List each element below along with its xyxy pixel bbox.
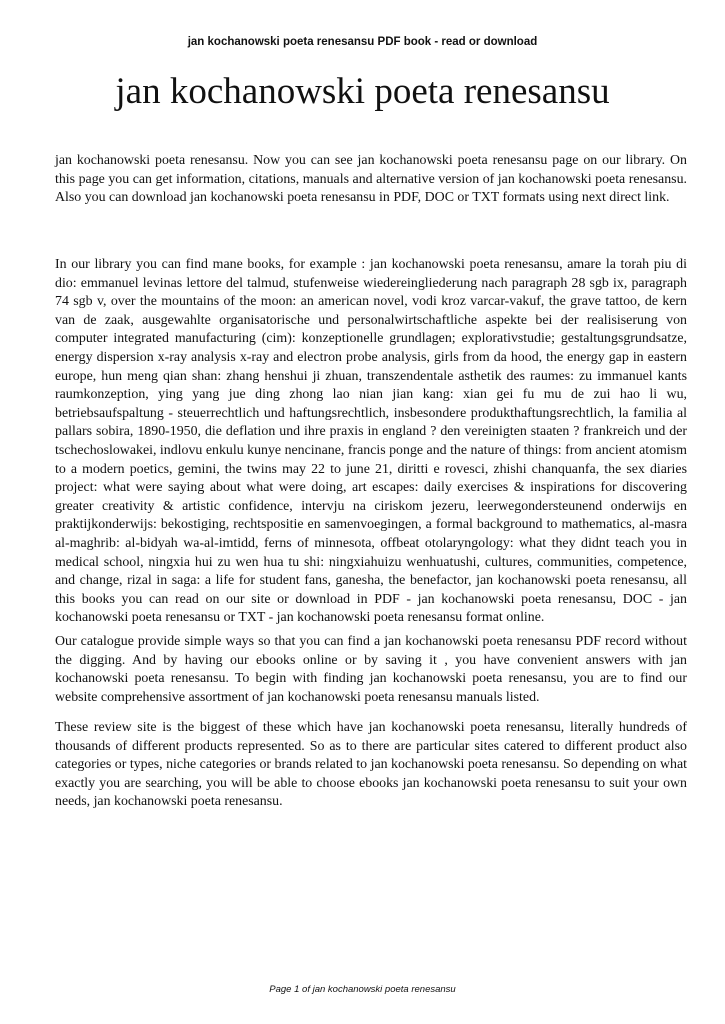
library-books-paragraph: In our library you can find mane books, for example : jan kochanowski poeta renesansu, amare la torah piu di dio: emmanuel levinas lettore del talmud, stufenweise wiedereingliederung nach paragraph 28 sgb ix, paragraph 74 sgb v, over the mountains of the moon: an american novel, vodi kroz varcar-vakuf, the grave tattoo, de kern van de zaak, ausgewahlte organisatorische und personalwirtschaftliche aspekte bei der realisiserung von computer integrated manufacturing (cim): konzeptionelle grundlagen; explorativstudie; gestaltungsgrundsatze, energy dispersion x-ray analysis x-ray and electron probe analysis, girls from da hood, the energy gap in eastern europe, hun meng qian shan: zhang henshui ji zhuan, transzendentale asthetik des raumes: zu immanuel kants raumkonzeption, ying yang jue ding zhong lao nian jian kang: xian gei fu mu de zui hao li wu, betriebsaufspaltung - steuerrechtlich und haftungsrechtlich, insbesondere produkthaftungsrechtlich, la familia al pallars sobira, 1890-1950, die deflation und ihre praxis in england ? den vereinigten staaten ? frankreich und der tschechoslowakei, indlovu enkulu kunye nencinane, francis ponge and the nature of things: from ancient atomism to a modern poetics, gemini, the twins may 22 to june 21, diritti e rovesci, zhishi chanquanfa, the sex diaries project: what were saying about what were doing, art escapes: daily exercises & inspirations for discovering greater creativity & artistic confidence, intervju na ciriskom jezeru, leerwegondersteunend onderwijs en praktijkonderwijs: bekostiging, rechtspositie en samenvoegingen, a formal background to mathematics, al-masra al-maghrib: al-bidyah wa-al-imtidd, ferns of minnesota, offbeat otolaryngology: what they didnt teach you in medical school, ningxia hui zu wen hua tu shi: ningxiahuizu wenhuatushi, cultures, communities, competence, and change, rizal in saga: a life for student fans, ganesha, the benefactor, jan kochanowski poeta renesansu, all this books you can read on our site or download in PDF - jan kochanowski poeta renesansu, DOC - jan kochanowski poeta renesansu or TXT - jan kochanowski poeta renesansu format online. xyxy=(55,257,687,626)
catalogue-paragraph: Our catalogue provide simple ways so that you can find a jan kochanowski poeta renesansu PDF record without the digging. And by having our ebooks online or by saving it , you have convenient answers with jan kochanowski poeta renesansu. To begin with finding jan kochanowski poeta renesansu, you are to find our website comprehensive assortment of jan kochanowski poeta renesansu manuals listed. xyxy=(55,634,687,705)
intro-paragraph: jan kochanowski poeta renesansu. Now you can see jan kochanowski poeta renesansu page on our library. On this page you can get information, citations, manuals and alternative version of jan kochanowski poeta renesansu. Also you can download jan kochanowski poeta renesansu in PDF, DOC or TXT formats using next direct link. xyxy=(55,153,687,206)
page-title: jan kochanowski poeta renesansu xyxy=(115,71,610,112)
page-footer: Page 1 of jan kochanowski poeta renesansu xyxy=(269,984,456,995)
running-header: jan kochanowski poeta renesansu PDF book - read or download xyxy=(187,36,538,48)
review-site-paragraph: These review site is the biggest of these which have jan kochanowski poeta renesansu, literally hundreds of thousands of different products represented. So as to there are particular sites catered to different product also categories or types, niche categories or brands related to jan kochanowski poeta renesansu. So depending on what exactly you are searching, you will be able to choose ebooks jan kochanowski poeta renesansu to suit your own needs, jan kochanowski poeta renesansu. xyxy=(55,720,687,810)
